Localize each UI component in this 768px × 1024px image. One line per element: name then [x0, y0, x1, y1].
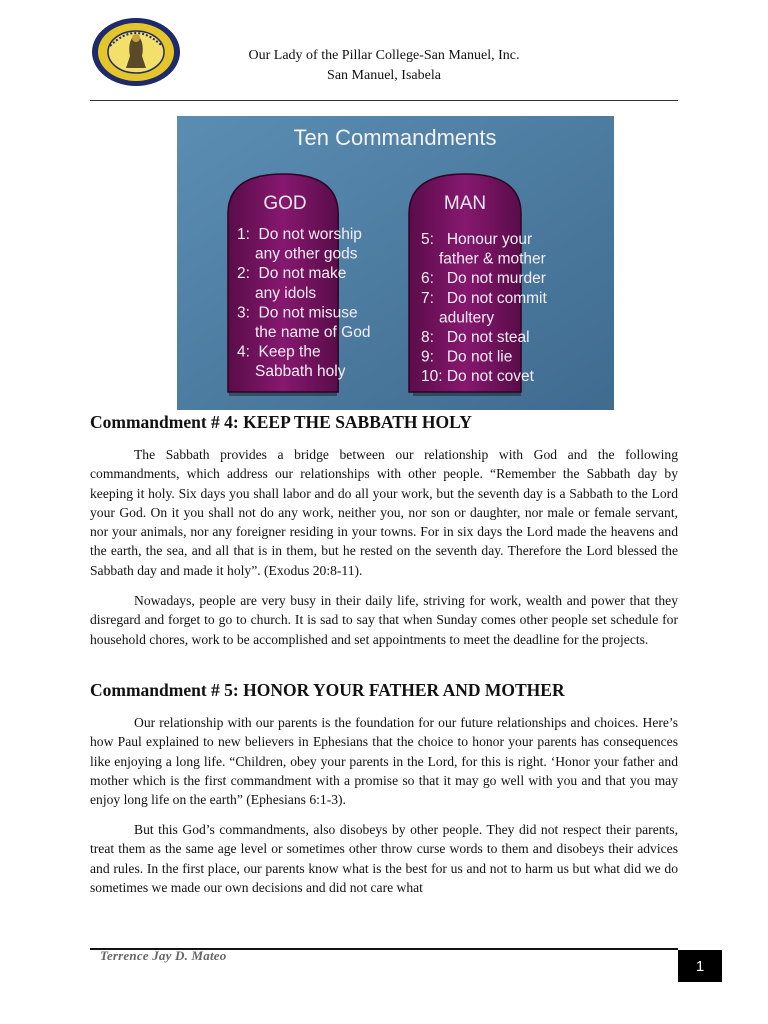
tablet-line: 10: Do not covet	[421, 368, 534, 386]
tablet-line: 3: Do not misuse	[237, 304, 358, 322]
tablet-line: 5: Honour your	[421, 231, 533, 248]
tablet-line: adultery	[439, 309, 495, 327]
school-name: Our Lady of the Pillar College-San Manuel, Inc.	[248, 48, 520, 63]
tablet-line: the name of God	[255, 324, 371, 341]
paragraph: The Sabbath provides a bridge between our relationship with God and the following commandments, which address our relationships with other people. “Remember the Sabbath day by keeping it holy. Six days you shall labor and do all your work, but the seventh day is a Sabbath to the Lord your God. On it you shall not do any work, neither you, nor son or daughter, nor male or female servant, nor your animals, nor any foreigner residing in your towns. For in six days the Lord made the heavens and the earth, the sea, and all that is in them, but he rested on the seventh day. Therefore the Lord blessed the Sabbath day and made it holy”. (Exodus 20:8-11).	[90, 447, 678, 578]
school-seal-logo	[90, 16, 182, 88]
tablet-line: 8: Do not steal	[421, 329, 530, 346]
ten-commandments-slide	[177, 116, 614, 410]
tablet-line: Sabbath holy	[255, 363, 346, 381]
tablet-line: 7: Do not commit	[421, 289, 547, 307]
tablet-line: 6: Do not murder	[421, 270, 546, 288]
author-name: Terrence Jay D. Mateo	[100, 948, 227, 963]
tablet-line: 2: Do not make	[237, 265, 347, 283]
tablet-line: any other gods	[255, 245, 358, 263]
paragraph: Nowadays, people are very busy in their daily life, striving for work, wealth and power that they disregard and forget to go to church. It is sad to say that when Sunday comes other people set schedule for household chores, work to be accomplished and set appointments to meet the deadline for the projects.	[90, 593, 678, 647]
paragraph: But this God’s commandments, also disobeys by other people. They did not respect their parents, treat them as the same age level or sometimes other throw curse words to them and disobeys their advices and rules. In the first place, our parents know what is the best for us and not to harm us but what did we do sometimes we made our own decisions and did not care what	[90, 822, 678, 895]
tablet-line: 4: Keep the	[237, 343, 321, 361]
page-number: 1	[678, 950, 722, 982]
section-heading-commandment-5: Commandment # 5: HONOR YOUR FATHER AND MOTHER	[90, 680, 565, 700]
god-tablet-heading: GOD	[263, 193, 307, 214]
slide-title: Ten Commandments	[293, 125, 497, 150]
section-heading-commandment-4: Commandment # 4: KEEP THE SABBATH HOLY	[90, 412, 472, 432]
man-tablet-heading: MAN	[443, 193, 487, 214]
tablet-line: 1: Do not worship	[237, 226, 362, 243]
school-location: San Manuel, Isabela	[327, 68, 441, 83]
tablet-line: any idols	[255, 284, 317, 302]
paragraph: Our relationship with our parents is the foundation for our future relationships and choices. Here’s how Paul explained to new believers in Ephesians that the choice to honor your parents has consequences like enjoying a long life. “Children, obey your parents in the Lord, for this is right. ‘Honor your father and mother which is the first commandment with a promise so that it may go well with you and that you may enjoy long life on the earth” (Ephesians 6:1-3).	[90, 715, 678, 808]
tablet-line: 9: Do not lie	[421, 348, 513, 366]
tablet-line: father & mother	[439, 250, 546, 268]
header-divider	[90, 100, 678, 101]
